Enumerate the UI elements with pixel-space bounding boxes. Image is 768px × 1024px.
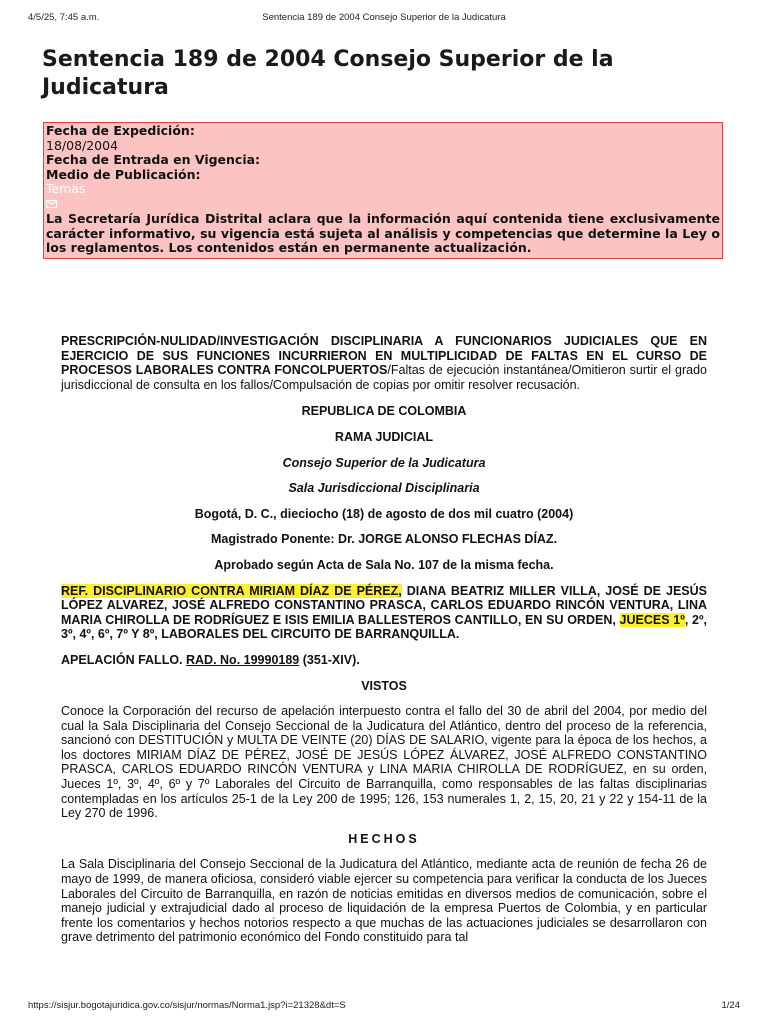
hechos-heading: HECHOS: [348, 831, 420, 846]
sala-heading: Sala Jurisdiccional Disciplinaria: [288, 481, 480, 496]
vistos-heading: VISTOS: [361, 678, 407, 693]
print-url: https://sisjur.bogotajuridica.gov.co/sisjur/normas/Norma1.jsp?i=21328&dt=S: [28, 1000, 346, 1011]
print-datetime: 4/5/25, 7:45 a.m.: [28, 12, 100, 23]
rad-number: RAD. No. 19990189: [186, 652, 300, 667]
print-footer: [28, 1000, 740, 1014]
republica-heading: REPUBLICA DE COLOMBIA: [301, 404, 467, 419]
fecha-vigencia-label: Fecha de Entrada en Vigencia:: [46, 152, 261, 168]
info-box: [43, 122, 723, 259]
summary-rest: /Faltas de ejecución instantánea/Omitieron surtir el grado jurisdiccional de consulta en los fallos/Compulsación de copias por omitir resolver recusación.: [61, 363, 707, 392]
document-body: [61, 334, 707, 945]
print-header: [28, 12, 740, 26]
apelacion-line: [61, 653, 707, 668]
print-page-title: Sentencia 189 de 2004 Consejo Superior de la Judicatura: [262, 12, 506, 23]
ref-jueces-highlight: JUECES 1º: [619, 612, 685, 627]
hechos-paragraph: La Sala Disciplinaria del Consejo Seccional de la Judicatura del Atlántico, mediante acta de reunión de fecha 26 de mayo de 1999, de manera oficiosa, consideró viable ejercer su competencia para verificar la conducta de los Jueces Laborales del Circuito de Barranquilla, en razón de noticias emitidas en diversos medios de comunicación, sobre el manejo judicial y extrajudicial dado al proceso de liquidación de la empresa Puertos de Colombia, y en particular frente los comentarios y hechos notorios respecto a que muchas de las actuaciones judiciales se desarrollaron con grave detrimento del patrimonio económico del Fondo constituido para tal: [61, 857, 707, 945]
print-page-number: 1/24: [721, 1000, 740, 1011]
temas-link[interactable]: Temas: [46, 181, 86, 197]
ref-end: , 2º, 3º, 4º, 6º, 7º Y 8º, LABORALES DEL CIRCUITO DE BARRANQUILLA.: [61, 612, 707, 642]
aprobado-acta: Aprobado según Acta de Sala No. 107 de la misma fecha.: [214, 557, 554, 572]
ref-highlight: REF. DISCIPLINARIO CONTRA MIRIAM DÍAZ DE PÉREZ,: [61, 583, 402, 598]
fecha-expedicion-label: Fecha de Expedición:: [46, 123, 195, 138]
apelacion-start: APELACIÓN FALLO.: [61, 652, 186, 667]
vistos-paragraph: Conoce la Corporación del recurso de apelación interpuesto contra el fallo del 30 de abril del 2004, por medio del cual la Sala Disciplinaria del Consejo Seccional de la Judicatura del Atlántico, dentro del proceso de la referencia, sancionó con DESTITUCIÓN y MULTA DE VEINTE (20) DÍAS DE SALARIO, vigente para la época de los hechos, a los doctores MIRIAM DÍAZ DE PÉREZ, JOSÉ DE JESÚS LÓPEZ ÁLVAREZ, JOSÉ ALFREDO CONSTANTINO PRASCA, CARLOS EDUARDO RINCÓN VENTURA y LINA MARIA CHIROLLA DE RODRÍGUEZ, en su orden, Jueces 1º, 3º, 4º, 6º y 7º Laborales del Circuito de Barranquilla, como responsables de las faltas disciplinarias contempladas en los artículos 25-1 de la Ley 200 de 1995; 126, 153 numerales 1, 2, 15, 20, 21 y 22 y 154-11 de la Ley 270 de 1996.: [61, 704, 707, 821]
envelope-icon[interactable]: [46, 200, 57, 208]
consejo-heading: Consejo Superior de la Judicatura: [282, 455, 486, 470]
referencia-paragraph: [61, 584, 707, 642]
rama-heading: RAMA JUDICIAL: [334, 429, 434, 444]
summary-bold: PRESCRIPCIÓN-NULIDAD/INVESTIGACIÓN DISCIPLINARIA A FUNCIONARIOS JUDICIALES QUE EN EJERCICIO DE SUS FUNCIONES INCURRIERON EN MULTIPLICIDAD DE FALTAS EN EL CURSO DE PROCESOS LABORALES CONTRA FONCOLPUERTOS: [61, 334, 707, 378]
magistrado-ponente: Magistrado Ponente: Dr. JORGE ALONSO FLECHAS DÍAZ.: [210, 532, 558, 547]
medio-publicacion-label: Medio de Publicación:: [46, 166, 201, 182]
page-title: Sentencia 189 de 2004 Consejo Superior de la Judicatura: [42, 47, 614, 100]
summary-paragraph: [61, 334, 707, 392]
disclaimer-text: La Secretaría Jurídica Distrital aclara que la información aquí contenida tiene exclusivamente carácter informativo, su vigencia está sujeta al análisis y competencias que determine la Ley o los reglamentos. Los contenidos están en permanente actualización.: [46, 210, 720, 256]
fecha-lugar: Bogotá, D. C., dieciocho (18) de agosto de dos mil cuatro (2004): [194, 506, 574, 521]
fecha-expedicion-value: 18/08/2004: [46, 137, 119, 153]
ref-middle: DIANA BEATRIZ MILLER VILLA, JOSÉ DE JESÚS LÓPEZ ALVAREZ, JOSÉ ALFREDO CONSTANTINO PRASCA, CARLOS EDUARDO RINCÓN VENTURA, LINA MARIA CHIROLLA DE RODRÍGUEZ E ISIS EMILIA BALLESTEROS CANTILLO, EN SU ORDEN,: [61, 583, 707, 627]
apelacion-end: (351-XIV).: [299, 652, 360, 667]
